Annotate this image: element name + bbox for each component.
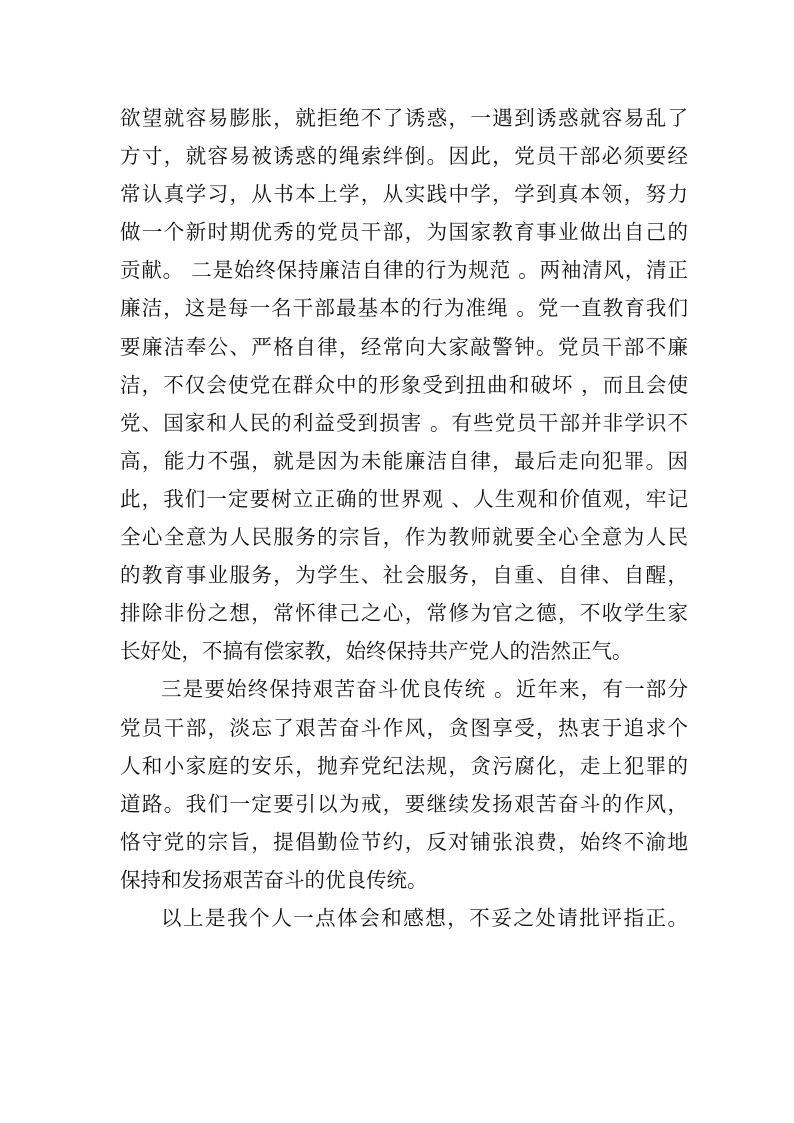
text-line: 洁，不仅会使党在群众中的形象受到扭曲和破坏 ，而且会使 [120, 372, 688, 397]
text-line: 要廉洁奉公、严格自律，经常向大家敲警钟。党员干部不廉 [120, 334, 688, 359]
text-line: 方寸，就容易被诱惑的绳索绊倒。因此，党员干部必须要经 [120, 144, 688, 169]
text-line: 高，能力不强，就是因为未能廉洁自律，最后走向犯罪。因 [120, 448, 688, 473]
text-line: 长好处，不搞有偿家教，始终保持共产党人的浩然正气。 [120, 639, 633, 664]
text-line: 全心全意为人民服务的宗旨，作为教师就要全心全意为人民 [120, 525, 688, 550]
text-line: 的教育事业服务，为学生、社会服务，自重、自律、自醒， [120, 563, 688, 588]
text-line: 道路。我们一定要引以为戒，要继续发扬艰苦奋斗的作风， [120, 791, 688, 816]
text-line: 以上是我个人一点体会和感想，不妥之处请批评指正。 [161, 905, 688, 930]
text-line: 此，我们一定要树立正确的世界观 、人生观和价值观，牢记 [120, 486, 688, 511]
text-line: 贡献。 二是始终保持廉洁自律的行为规范 。两袖清风，清正 [120, 258, 688, 283]
text-line: 常认真学习，从书本上学，从实践中学，学到真本领，努力 [120, 182, 688, 207]
text-line: 保持和发扬艰苦奋斗的优良传统。 [120, 867, 428, 892]
text-line: 恪守党的宗旨，提倡勤俭节约，反对铺张浪费，始终不渝地 [120, 829, 688, 854]
text-line: 欲望就容易膨胀，就拒绝不了诱惑，一遇到诱惑就容易乱了 [120, 106, 688, 130]
text-line: 人和小家庭的安乐，抛弃党纪法规，贪污腐化，走上犯罪的 [120, 753, 688, 778]
text-line: 党、国家和人民的利益受到损害 。有些党员干部并非学识不 [120, 410, 688, 435]
text-line: 廉洁，这是每一名干部最基本的行为准绳 。党一直教育我们 [120, 296, 688, 321]
text-line: 排除非份之想，常怀律己之心，常修为官之德，不收学生家 [120, 601, 688, 626]
text-line: 三是要始终保持艰苦奋斗优良传统 。近年来，有一部分 [161, 677, 688, 702]
text-line: 党员干部，淡忘了艰苦奋斗作风，贪图享受，热衷于追求个 [120, 715, 688, 740]
body-text [120, 99, 688, 937]
text-line: 做一个新时期优秀的党员干部，为国家教育事业做出自己的 [120, 220, 688, 245]
